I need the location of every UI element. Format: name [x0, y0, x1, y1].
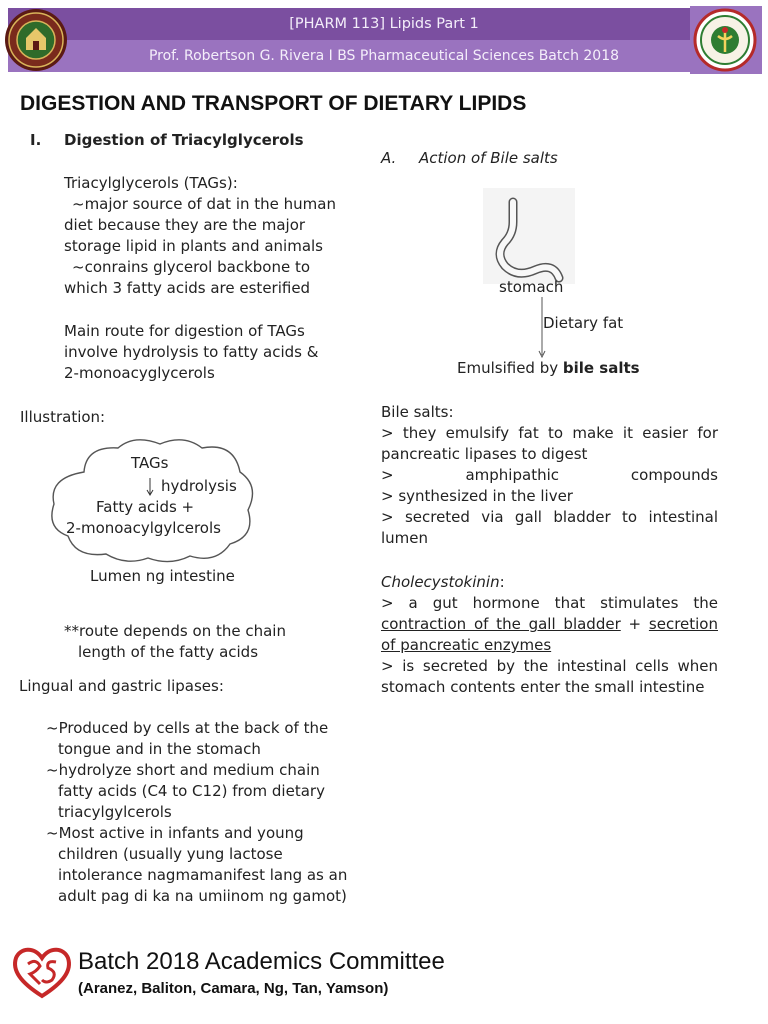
cloud-monoacylglycerols: 2-monoacylgylcerols	[66, 519, 221, 537]
cck-title-line	[381, 572, 718, 593]
stomach-label: stomach	[499, 278, 564, 296]
section-number: I.	[30, 131, 42, 149]
text-line: storage lipid in plants and animals	[64, 237, 323, 255]
text-line: triacylgylcerols	[58, 803, 172, 821]
stomach-illustration	[483, 188, 575, 284]
lipases-title: Lingual and gastric lipases:	[19, 677, 224, 695]
cholecystokinin-block	[381, 572, 718, 698]
text-line: stomach contents enter the small intestine	[381, 678, 705, 696]
lipases-list	[46, 718, 366, 907]
dietary-fat-label: Dietary fat	[543, 314, 624, 332]
header-subtitle-band	[8, 40, 760, 72]
header-title: [PHARM 113] Lipids Part 1	[289, 16, 479, 32]
text-line: intolerance nagmamanifest lang as an	[58, 866, 348, 884]
text-line: 2-monoacyglycerols	[64, 364, 215, 382]
bile-salts-bold: bile salts	[562, 359, 640, 377]
tags-paragraph	[64, 173, 364, 299]
cck-colon: :	[499, 573, 505, 591]
text-line: lumen	[381, 529, 429, 547]
footer-members: (Aranez, Baliton, Camara, Ng, Tan, Yamson)	[78, 980, 389, 997]
text-line: > amphipathic compounds	[381, 466, 718, 484]
route-note	[64, 621, 364, 663]
text-line: length of the fatty acids	[78, 643, 259, 661]
bile-salts-block	[381, 402, 718, 549]
text-line: fatty acids (C4 to C12) from dietary	[58, 782, 325, 800]
lumen-caption: Lumen ng intestine	[90, 567, 235, 585]
text-line: children (usually yung lactose	[58, 845, 283, 863]
college-of-pharmacy-seal-icon	[692, 8, 758, 72]
cloud-hydrolysis: hydrolysis	[161, 477, 237, 495]
emulsified-line	[457, 358, 640, 379]
section-title: Digestion of Triacylglycerols	[64, 131, 304, 149]
subsection-title: Action of Bile salts	[419, 149, 558, 167]
underlined-text: contraction of the gall bladder	[381, 615, 621, 633]
header-subtitle: Prof. Robertson G. Rivera I BS Pharmaceutical Sciences Batch 2018	[148, 48, 620, 64]
text-line: ~Most active in infants and young	[46, 824, 304, 842]
university-seal-icon	[4, 8, 68, 72]
illustration-label: Illustration:	[20, 408, 106, 426]
emulsified-text: Emulsified by	[457, 359, 563, 377]
rps-heart-logo-icon	[10, 944, 74, 1000]
cloud-tags: TAGs	[131, 454, 169, 472]
text-line: tongue and in the stomach	[58, 740, 261, 758]
page-title: DIGESTION AND TRANSPORT OF DIETARY LIPIDS	[20, 92, 527, 115]
cloud-fatty-acids: Fatty acids +	[96, 498, 195, 516]
text-line: Main route for digestion of TAGs	[64, 322, 305, 340]
underlined-text: of pancreatic enzymes	[381, 636, 552, 654]
text-line: involve hydrolysis to fatty acids &	[64, 343, 319, 361]
logo-letter-s	[42, 962, 56, 982]
text-line: > a gut hormone that stimulates the	[381, 594, 718, 612]
text-line: ~conrains glycerol backbone to	[72, 258, 311, 276]
plus-sign: +	[620, 615, 649, 633]
cck-title: Cholecystokinin	[381, 573, 500, 591]
underlined-text: secretion	[648, 615, 718, 633]
text-line: > is secreted by the intestinal cells when	[381, 657, 718, 675]
text-line: ~major source of dat in the human	[72, 195, 336, 213]
text-line	[381, 614, 718, 635]
text-line: **route depends on the chain	[64, 622, 286, 640]
heart-outline	[15, 950, 69, 996]
subsection-letter: A.	[381, 149, 397, 167]
text-line: adult pag di ka na umiinom ng gamot)	[58, 887, 347, 905]
text-line: diet because they are the major	[64, 216, 306, 234]
text-line: which 3 fatty acids are esterified	[64, 279, 311, 297]
text-line: > they emulsify fat to make it easier for	[381, 424, 718, 442]
text-line: ~Produced by cells at the back of the	[46, 719, 329, 737]
footer-title: Batch 2018 Academics Committee	[78, 948, 445, 975]
route-paragraph	[64, 321, 364, 384]
text-line: > synthesized in the liver	[381, 487, 573, 505]
logo-letter-r	[28, 961, 40, 984]
bile-salts-title: Bile salts:	[381, 403, 454, 421]
text-line: pancreatic lipases to digest	[381, 445, 588, 463]
text-line: ~hydrolyze short and medium chain	[46, 761, 320, 779]
header-title-band	[8, 8, 760, 40]
text-line: > secreted via gall bladder to intestinal	[381, 508, 718, 526]
text-line: Triacylglycerols (TAGs):	[64, 174, 238, 192]
